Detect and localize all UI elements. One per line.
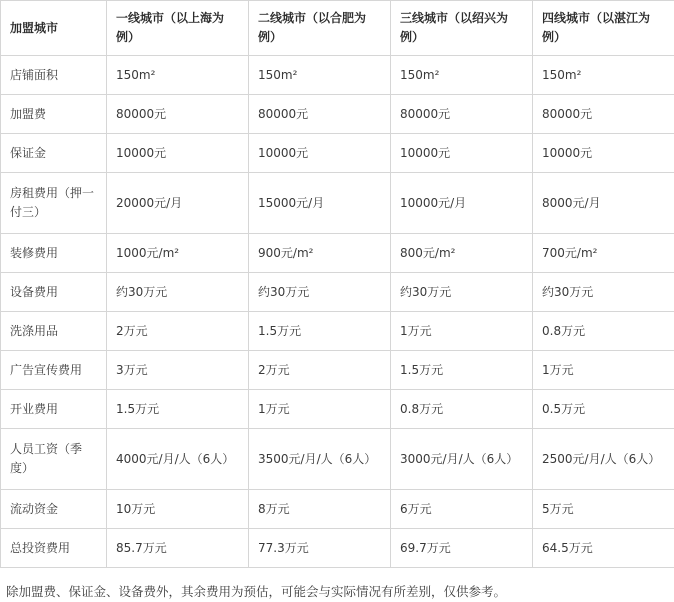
table-cell: 150m² (249, 56, 391, 95)
table-cell: 1万元 (391, 312, 533, 351)
table-cell: 3000元/月/人（6人） (391, 429, 533, 490)
table-cell: 4000元/月/人（6人） (107, 429, 249, 490)
table-footnote: 除加盟费、保证金、设备费外，其余费用为预估，可能会与实际情况有所差别，仅供参考。 (0, 568, 674, 602)
table-cell: 0.5万元 (533, 390, 674, 429)
table-cell: 85.7万元 (107, 529, 249, 568)
table-cell: 80000元 (533, 95, 674, 134)
table-row (1, 312, 674, 351)
table-cell: 2万元 (107, 312, 249, 351)
column-header-city: 加盟城市 (1, 1, 107, 56)
row-label: 总投资费用 (1, 529, 107, 568)
table-cell: 约30万元 (533, 273, 674, 312)
table-cell: 约30万元 (107, 273, 249, 312)
header-row (1, 1, 674, 56)
table-cell: 2万元 (249, 351, 391, 390)
table-cell: 1000元/m² (107, 234, 249, 273)
row-label: 流动资金 (1, 490, 107, 529)
table-cell: 5万元 (533, 490, 674, 529)
table-cell: 69.7万元 (391, 529, 533, 568)
table-cell: 10000元 (249, 134, 391, 173)
table-cell: 0.8万元 (533, 312, 674, 351)
table-cell: 约30万元 (249, 273, 391, 312)
table-cell: 约30万元 (391, 273, 533, 312)
table-cell: 700元/m² (533, 234, 674, 273)
table-header (1, 1, 674, 56)
column-header-tier2: 二线城市（以合肥为例） (249, 1, 391, 56)
table-body (1, 56, 674, 568)
row-label: 加盟费 (1, 95, 107, 134)
table-row (1, 490, 674, 529)
table-row (1, 234, 674, 273)
table-cell: 6万元 (391, 490, 533, 529)
table-row (1, 173, 674, 234)
table-cell: 2500元/月/人（6人） (533, 429, 674, 490)
table-row (1, 351, 674, 390)
table-row (1, 390, 674, 429)
table-row (1, 56, 674, 95)
table-cell: 1万元 (533, 351, 674, 390)
table-cell: 80000元 (249, 95, 391, 134)
row-label: 人员工资（季度） (1, 429, 107, 490)
table-cell: 8000元/月 (533, 173, 674, 234)
row-label: 保证金 (1, 134, 107, 173)
table-cell: 80000元 (107, 95, 249, 134)
table-cell: 3500元/月/人（6人） (249, 429, 391, 490)
table-row (1, 529, 674, 568)
row-label: 房租费用（押一付三） (1, 173, 107, 234)
table-cell: 8万元 (249, 490, 391, 529)
table-cell: 1.5万元 (249, 312, 391, 351)
table-cell: 15000元/月 (249, 173, 391, 234)
table-row (1, 273, 674, 312)
row-label: 装修费用 (1, 234, 107, 273)
table-cell: 0.8万元 (391, 390, 533, 429)
table-cell: 1.5万元 (391, 351, 533, 390)
column-header-tier1: 一线城市（以上海为例） (107, 1, 249, 56)
row-label: 洗涤用品 (1, 312, 107, 351)
row-label: 设备费用 (1, 273, 107, 312)
table-cell: 900元/m² (249, 234, 391, 273)
table-row (1, 134, 674, 173)
column-header-tier4: 四线城市（以湛江为例） (533, 1, 674, 56)
table-cell: 20000元/月 (107, 173, 249, 234)
table-cell: 80000元 (391, 95, 533, 134)
table-cell: 800元/m² (391, 234, 533, 273)
table-cell: 150m² (391, 56, 533, 95)
table-cell: 1.5万元 (107, 390, 249, 429)
table-cell: 10000元/月 (391, 173, 533, 234)
column-header-tier3: 三线城市（以绍兴为例） (391, 1, 533, 56)
table-row (1, 95, 674, 134)
table-cell: 1万元 (249, 390, 391, 429)
table-row (1, 429, 674, 490)
table-cell: 77.3万元 (249, 529, 391, 568)
row-label: 广告宣传费用 (1, 351, 107, 390)
table-cell: 10万元 (107, 490, 249, 529)
table-cell: 64.5万元 (533, 529, 674, 568)
table-cell: 150m² (533, 56, 674, 95)
row-label: 开业费用 (1, 390, 107, 429)
table-cell: 10000元 (107, 134, 249, 173)
table-cell: 150m² (107, 56, 249, 95)
table-cell: 3万元 (107, 351, 249, 390)
table-cell: 10000元 (391, 134, 533, 173)
table-cell: 10000元 (533, 134, 674, 173)
row-label: 店铺面积 (1, 56, 107, 95)
